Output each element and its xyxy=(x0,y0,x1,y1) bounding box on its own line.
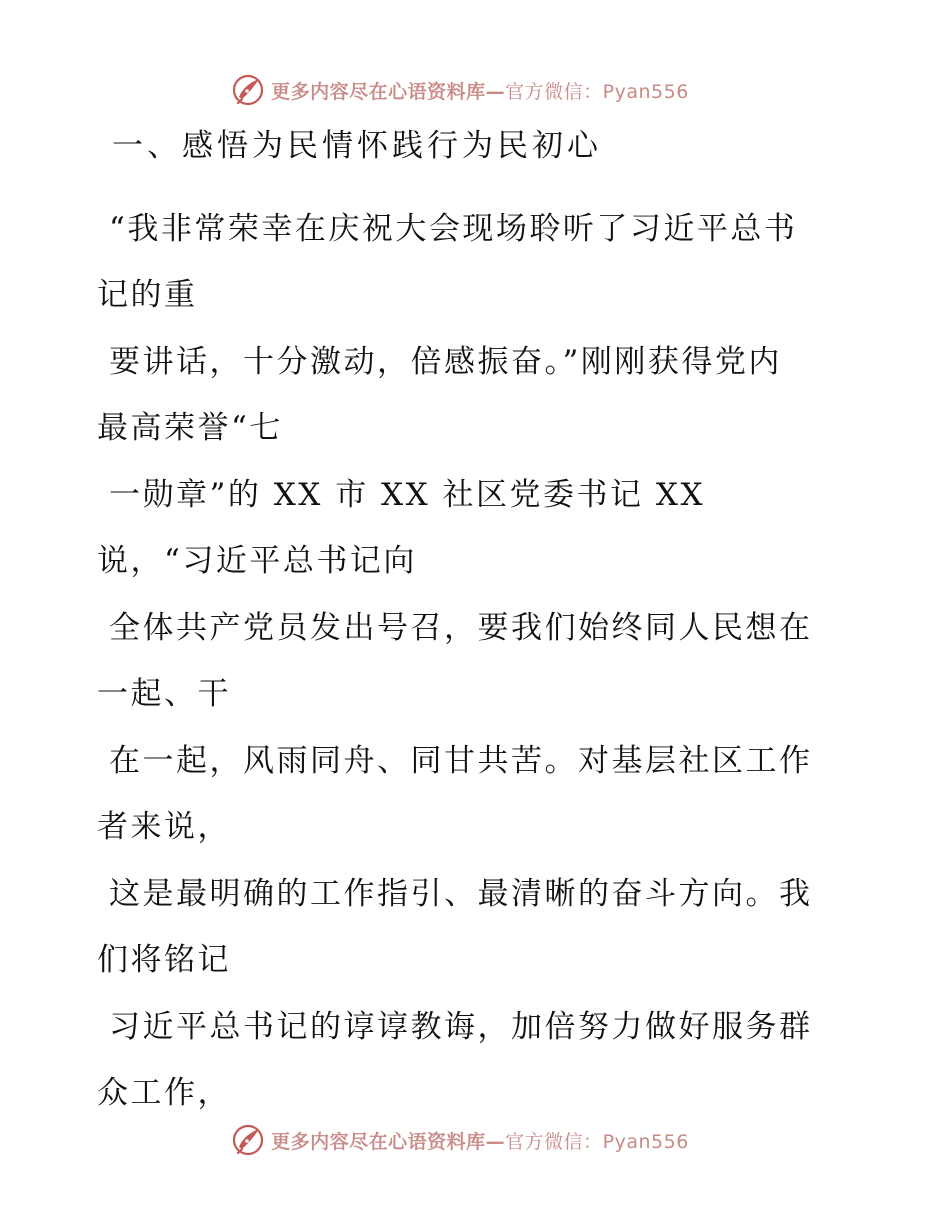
line-text: 一勋章”的 XX 市 XX 社区党委书记 XX xyxy=(109,477,706,513)
footer-watermark xyxy=(0,1120,950,1160)
pen-nib-logo-icon xyxy=(231,73,265,107)
line-wrap-text: 们将铭记 xyxy=(97,942,231,978)
watermark-brand: 更多内容尽在心语资料库— xyxy=(271,1130,506,1153)
paragraph-line xyxy=(97,462,837,595)
line-text: 要讲话，十分激动，倍感振奋。”刚刚获得党内 xyxy=(109,344,782,380)
watermark-brand: 更多内容尽在心语资料库— xyxy=(271,80,506,103)
line-text: 这是最明确的工作指引、最清晰的奋斗方向。我 xyxy=(109,876,813,912)
document-body xyxy=(97,196,837,1127)
line-wrap-text: 者来说， xyxy=(97,809,231,845)
line-wrap-text: 记的重 xyxy=(97,277,198,313)
pen-nib-logo-icon xyxy=(231,1123,265,1157)
paragraph-line xyxy=(97,196,837,329)
watermark-text xyxy=(271,1127,689,1154)
watermark-contact: 官方微信：Pyan556 xyxy=(505,1130,689,1153)
line-wrap-text: 最高荣誉“七 xyxy=(97,410,283,446)
paragraph-line xyxy=(97,329,837,462)
section-heading: 一、感悟为民情怀践行为民初心 xyxy=(112,128,602,164)
watermark-text xyxy=(271,77,689,104)
line-text: 习近平总书记的谆谆教诲，加倍努力做好服务群 xyxy=(109,1009,813,1045)
paragraph-line xyxy=(97,861,837,994)
line-wrap-text: 说，“习近平总书记向 xyxy=(97,543,417,579)
paragraph-line xyxy=(97,994,837,1127)
line-text: 全体共产党员发出号召，要我们始终同人民想在 xyxy=(109,610,813,646)
line-wrap-text: 一起、干 xyxy=(97,676,231,712)
header-watermark xyxy=(0,70,950,110)
watermark-contact: 官方微信：Pyan556 xyxy=(505,80,689,103)
paragraph-line xyxy=(97,728,837,861)
line-text: 在一起，风雨同舟、同甘共苦。对基层社区工作 xyxy=(109,743,813,779)
paragraph-line xyxy=(97,595,837,728)
line-text: “我非常荣幸在庆祝大会现场聆听了习近平总书 xyxy=(109,211,798,247)
line-wrap-text: 众工作， xyxy=(97,1075,231,1111)
